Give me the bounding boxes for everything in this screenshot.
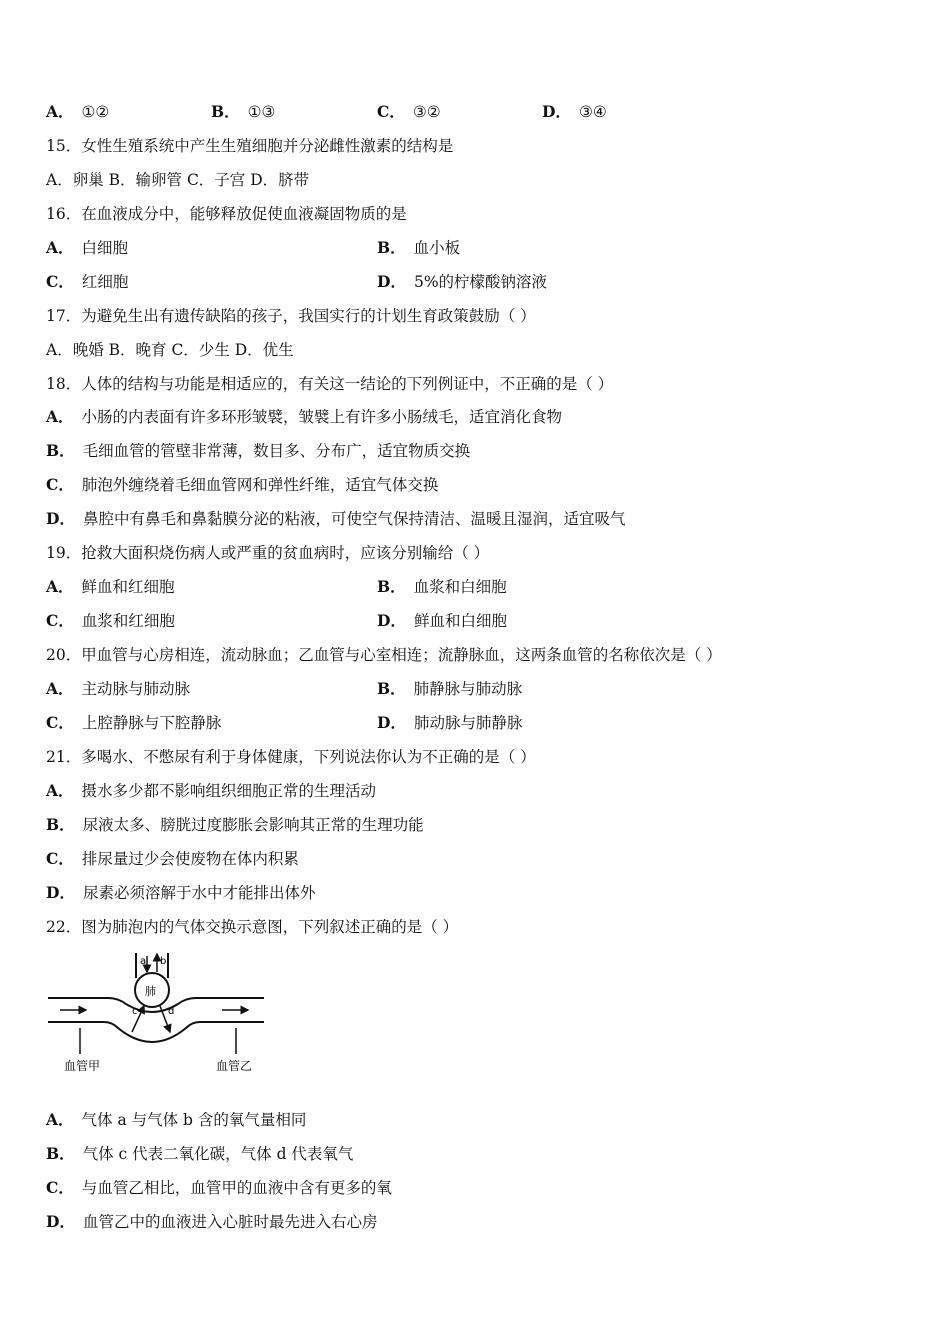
q20-option-b: B． 肺静脉与肺动脉 — [377, 679, 523, 698]
q19-option-d: D． 鲜血和白细胞 — [377, 611, 507, 630]
q16-option-c: C． 红细胞 — [46, 272, 129, 291]
q17-stem: 17．为避免生出有遗传缺陷的孩子，我国实行的计划生育政策鼓励（ ） — [46, 307, 536, 325]
q22-option-d: D． 血管乙中的血液进入心脏时最先进入右心房 — [46, 1212, 378, 1231]
q18-option-d: D． 鼻腔中有鼻毛和鼻黏膜分泌的粘液，可使空气保持清洁、温暖且湿润，适宜吸气 — [46, 509, 626, 528]
q14-option-b: B． ①③ — [211, 102, 276, 121]
q22-option-a: A． 气体 a 与气体 b 含的氧气量相同 — [46, 1110, 307, 1129]
q18-stem: 18．人体的结构与功能是相适应的，有关这一结论的下列例证中，不正确的是（ ） — [46, 375, 614, 393]
gas-a-label: a — [140, 956, 147, 967]
alveolus-gas-exchange-diagram — [46, 948, 268, 1076]
q21-stem: 21．多喝水、不憋尿有利于身体健康，下列说法你认为不正确的是（ ） — [46, 748, 536, 766]
q14-option-d: D． ③④ — [542, 102, 607, 121]
q20-option-a: A． 主动脉与肺动脉 — [46, 679, 191, 698]
q16-option-b: B． 血小板 — [377, 238, 461, 257]
q19-option-b: B． 血浆和白细胞 — [377, 577, 507, 596]
q18-option-b: B． 毛细血管的管壁非常薄，数目多、分布广，适宜物质交换 — [46, 441, 471, 460]
vessel-left-label: 血管甲 — [64, 1059, 101, 1073]
q18-option-c: C． 肺泡外缠绕着毛细血管网和弹性纤维，适宜气体交换 — [46, 475, 439, 494]
q18-option-a: A． 小肠的内表面有许多环形皱襞，皱襞上有许多小肠绒毛，适宜消化食物 — [46, 407, 563, 426]
q21-option-a: A． 摄水多少都不影响组织细胞正常的生理活动 — [46, 781, 377, 800]
q15-stem: 15．女性生殖系统中产生生殖细胞并分泌雌性激素的结构是 — [46, 137, 454, 155]
q16-option-d: D． 5%的柠檬酸钠溶液 — [377, 272, 548, 291]
q21-option-d: D． 尿素必须溶解于水中才能排出体外 — [46, 883, 316, 902]
q19-option-c: C． 血浆和红细胞 — [46, 611, 175, 630]
q20-stem: 20．甲血管与心房相连，流动脉血；乙血管与心室相连；流静脉血，这两条血管的名称依次是（ ） — [46, 646, 722, 664]
q16-stem: 16．在血液成分中，能够释放促使血液凝固物质的是 — [46, 205, 407, 223]
q22-option-c: C． 与血管乙相比，血管甲的血液中含有更多的氧 — [46, 1178, 392, 1197]
q15-options: A．卵巢 B．输卵管 C．子宫 D．脐带 — [46, 171, 310, 189]
vessel-right-label: 血管乙 — [216, 1059, 253, 1073]
q14-option-a: A． ①② — [46, 102, 110, 121]
q22-stem: 22．图为肺泡内的气体交换示意图，下列叙述正确的是（ ） — [46, 918, 459, 936]
q19-option-a: A． 鲜血和红细胞 — [46, 577, 175, 596]
q14-option-c: C． ③② — [377, 102, 441, 121]
q20-option-c: C． 上腔静脉与下腔静脉 — [46, 713, 222, 732]
q19-stem: 19．抢救大面积烧伤病人或严重的贫血病时，应该分别输给（ ） — [46, 544, 490, 562]
gas-d-label: d — [168, 1006, 175, 1017]
q21-option-c: C． 排尿量过少会使废物在体内积累 — [46, 849, 299, 868]
q17-options: A．晚婚 B．晚育 C．少生 D．优生 — [46, 341, 294, 359]
gas-c-label: c — [132, 1006, 138, 1017]
q22-option-b: B． 气体 c 代表二氧化碳，气体 d 代表氧气 — [46, 1144, 354, 1163]
alveolus-label: 肺 — [145, 985, 156, 998]
q20-option-d: D． 肺动脉与肺静脉 — [377, 713, 523, 732]
gas-b-label: b — [160, 956, 167, 967]
q21-option-b: B． 尿液太多、膀胱过度膨胀会影响其正常的生理功能 — [46, 815, 424, 834]
q16-option-a: A． 白细胞 — [46, 238, 129, 257]
